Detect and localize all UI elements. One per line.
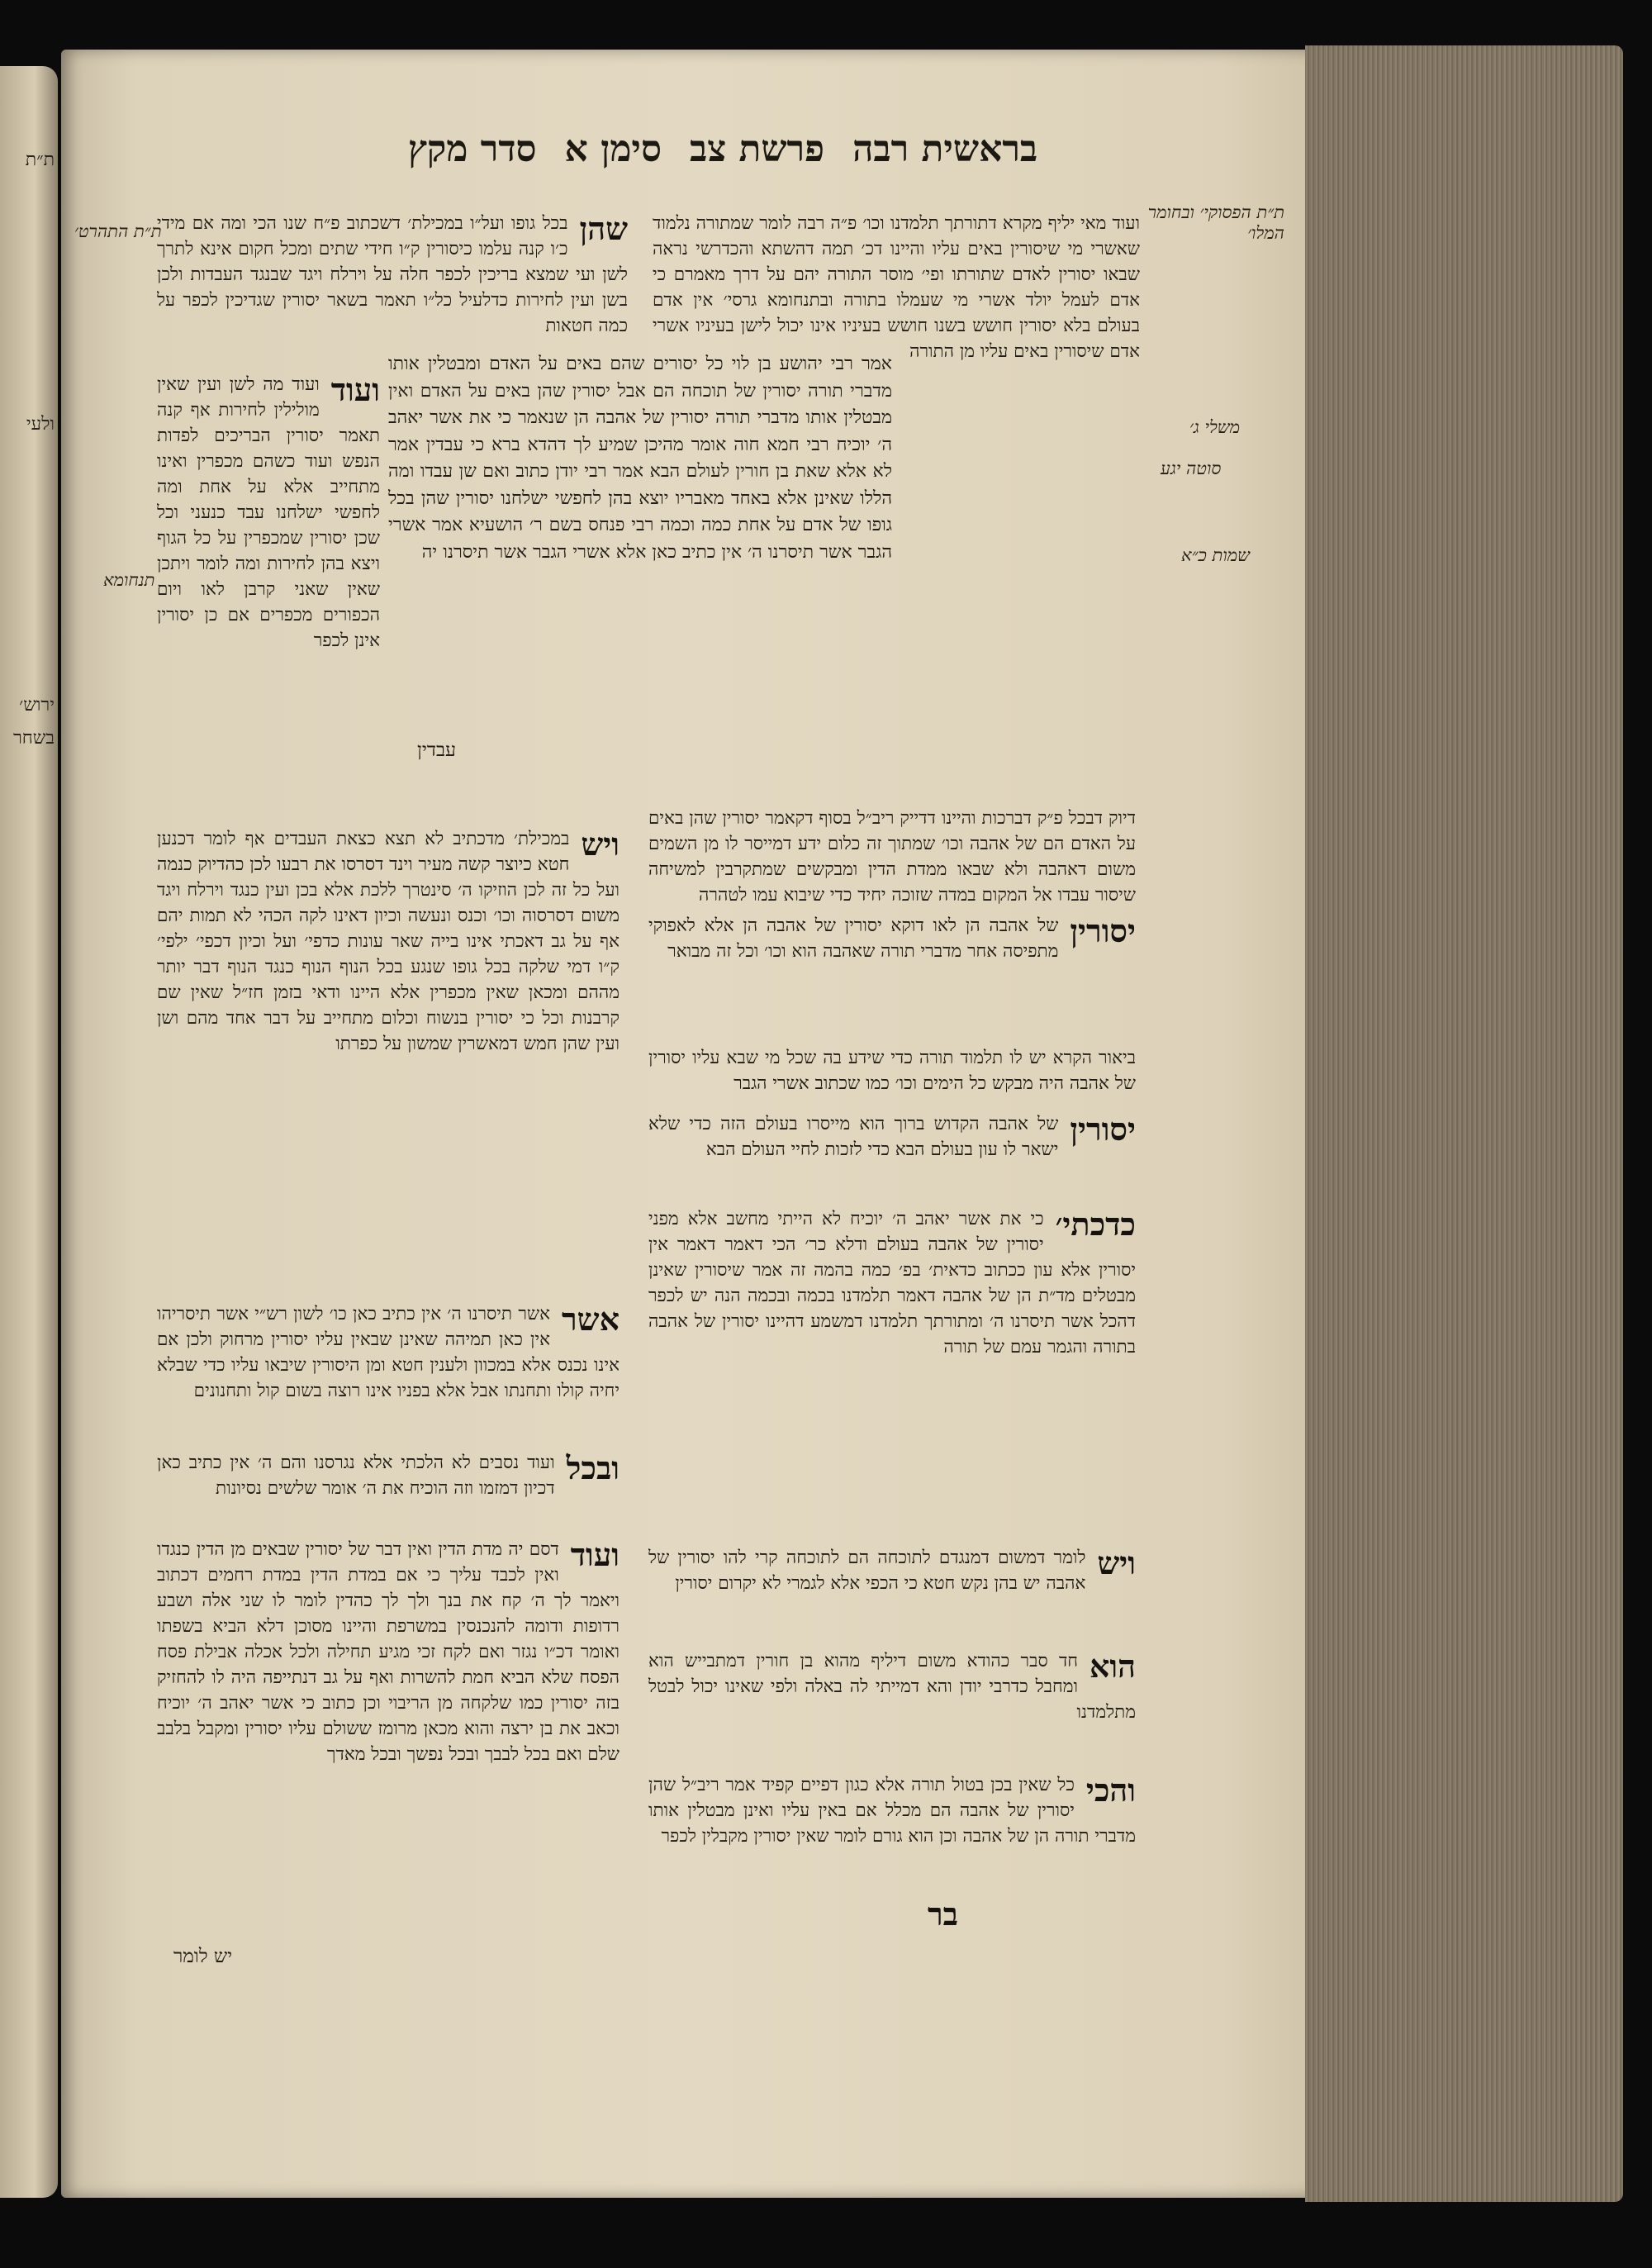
left-page-fragment: בשחר <box>12 728 55 749</box>
commentary-column <box>648 1206 1136 1537</box>
dibbur-hamatchil: והכי <box>1085 1772 1136 1809</box>
dibbur-hamatchil: כדכתי׳ <box>1055 1206 1136 1243</box>
commentary-paragraph: בכל גופו ועל״ו במכילת׳ דשכתוב פ״ח שנו הכי ומה אם מידי כ׳ו קנה עלמו כיסורין ק״ו חידי שתים ומכל חקום אינא לתרך לשן ועי שמצא בריכין לכפר חלה על וירלח ויגד שבנגד העבדות ולכן בשן ועין לחירות כדלעיל כל״ו תאמר בשאר יסורין שגדיכין לכפר על כמה חטאות <box>157 213 628 336</box>
left-page-fragment: ולעי <box>26 414 55 435</box>
dibbur-hamatchil: בר <box>928 1896 958 1933</box>
commentary-column <box>648 913 1136 1037</box>
commentary-column <box>859 1896 958 1938</box>
commentary-paragraph: ביאור הקרא יש לו תלמוד תורה כדי שידע בה שכל מי שבא עליו יסורין של אהבה היה מבקש כל הימים וכו׳ כמו שכתוב אשרי הגבר <box>648 1048 1136 1094</box>
margin-note: משלי ג׳ <box>1189 417 1241 437</box>
dibbur-hamatchil: ועוד <box>330 372 380 408</box>
dibbur-hamatchil: ובכל <box>566 1450 620 1486</box>
margin-note: ת״ת התהרט׳ <box>74 221 162 241</box>
commentary-paragraph: כי את אשר יאהב ה׳ יוכיח לא הייתי מחשב אלא מפני יסורין של אהבה בעולם ודלא כר׳ הכי דאמר דאמר אין יסורין אלא עון ככתוב כדאית׳ בפ׳ כמה בהמה זה אמר שיסורין שאינן מבטלים מד״ת הן של אהבה דאמר תלמדנו בכמה ובכמה הנה יש לכפר דהכל אשר תיסרנו ה׳ ומתורתך תלמדנו דמשמע דהיינו יסורין של אהבה בתורה והגמר עמם של תורה <box>648 1209 1136 1357</box>
midrash-paragraph: אמר רבי יהושע בן לוי כל יסורים שהם באים על האדם ומבטלין אותו מדברי תורה יסורין של תוכחה הם אבל יסורין שהן באים על האדם ואין מבטלין אותו מדברי תורה יסורין של אהבה הן שנאמר כי את אשר יאהב ה׳ יוכיח רבי חמא חוה אומר מהיכן שמיע לך דהדא ברא כי עבדין אמר לא אלא שאת בן חורין לעולם הבא אמר רבי יודן כתוב ואם שן עבדו ומה הללו שאינן אלא באחד מאבריו יוצא בהן לחפשי ישלחנו יסורין שהן בכל גופו של אדם על אחת כמה וכמה רבי פנחס בשם ר׳ הושעיא אמר אשרי הגבר אשר תיסרנו ה׳ אין כתיב כאן אלא אשרי הגבר אשר תיסרנו יה <box>388 354 892 563</box>
commentary-paragraph: לומר דמשום דמנגדם לתוכחה הם לתוכחה קרי להו יסורין של אהבה יש בהן נקש חטא כי הכפי אלא לגמרי לא יקרום יסורין <box>648 1548 1086 1594</box>
commentary-column <box>157 1450 620 1533</box>
commentary-paragraph: דסם יה מדת הדין ואין דבר של יסורין שבאים מן הדין כנגדו ואין לכבד עליך כי אם במדת הדין במדת רחמים דכתוב ויאמר לך ה׳ קח את בנך ולך לך כהדין לומר לו שני אלה ושבע רדופות ודומה להנכנסין במשרפת והיינו מסוכן דלא הביא בשפתו ואומר דכ״ו נגזר ואם לקח זכי מגיע תחילה ולכל אכלה אבילת פסח הפסח שלא הביא חמת להשרות ואף על גב דנתייפה היה לו להחזיק בזה יסורין כמו שלקחה מן הריבוי וכן כתוב כי אשר יאהב ה׳ יוכיח וכאב את בן ירצה והוא מכאן מרומז ששולם עליו יסורין ומקבל בלבב שלם ואם בכל לבבך ובכל נפשך ובכל מאדך <box>157 1539 620 1765</box>
header-parsha: פרשת צב <box>689 127 825 170</box>
margin-note: שמות כ״א <box>1181 545 1251 565</box>
commentary-paragraph: ועוד נסבים לא הלכתי אלא נגרסנו והם ה׳ אין כתיב כאן דכיון דמזמו וזה הוכיח את ה׳ אומר שלשים נסיונות <box>157 1453 555 1499</box>
commentary-paragraph: אשר תיסרנו ה׳ אין כתיב כאן כו׳ לשון רש״י אשר תיסריהו אין כאן תמיהה שאינן שבאין עליו יסורין מרחוק ולכן אם אינו נכנס אלא במכוון ולענין חטא ומן היסורין שיבאו עליו כדי שבלא יחיה קולו ותחנתו אבל אלא בפניו אינו רוצה בשום קול ותחנונים <box>157 1304 620 1401</box>
dibbur-hamatchil: יסורין <box>1070 1111 1136 1148</box>
commentary-column <box>157 372 380 810</box>
commentary-column <box>648 806 1136 925</box>
commentary-column <box>157 211 628 368</box>
header-book: בראשית רבה <box>852 127 1038 170</box>
dibbur-hamatchil: ויש <box>581 826 620 863</box>
margin-note: תנחומא <box>103 570 155 590</box>
left-page-fragment: ירוש׳ <box>19 695 55 716</box>
catchword: עבדין <box>417 739 457 761</box>
left-page-edge <box>0 66 58 2198</box>
commentary-column <box>648 1648 1136 1764</box>
commentary-paragraph: ועוד מה לשן ועין שאין מולילין לחירות אף קנה תאמר יסורין הבריכים לפדות הנפש ועוד כשהם מכפרין ואינו מתחייב אלא על אחת ומה לחפשי ישלחנו עבד כנעני וכל שכן יסורין שמכפרין על כל הגוף ויצא בהן לחירות ומה לומר ויתכן שאין שאני קרבן לאו ויום הכפורים מכפרים אם כן יסורין אינן לכפר <box>157 374 380 651</box>
fore-edge <box>1305 45 1623 2202</box>
commentary-paragraph: ועוד מאי יליף מקרא דתורתך תלמדנו וכו׳ פ״ה רבה לומר שמתורה נלמוד שאשרי מי שיסורין באים עליו והיינו דכ׳ תמה דהשתא והכדרשי נראה שבאו יסורין לאדם שתורתו ופי׳ מוסר התורה יהם על דרך מאמרם כי אדם לעמל יולד אשרי מי שעמלו בתורה ובתנחומא גרסי׳ אין אדם בעולם בלא יסורין חושש בשנו חושש בעיניו אינו יכול לישן בעיניו אשרי אדם שיסורין באים עליו מן התורה <box>653 213 1140 362</box>
commentary-paragraph: של אהבה הן לאו דוקא יסורין של אהבה הן אלא לאפוקי מתפיסה אחר מדברי תורה שאהבה הוא וכו׳ וכל זה מבואר <box>648 915 1059 962</box>
margin-note: ת״ת הפסוקי׳ ובחומר המלו׳ <box>1147 202 1284 243</box>
dibbur-hamatchil: אשר <box>562 1301 620 1338</box>
commentary-paragraph: חד סבר כהודא משום דיליף מהוא בן חורין דמתבייש הוא ומחבל כדרבי יודן והא דמייתי לה באלה ולפי שאינו יכול לבטל מתלמדנו <box>648 1651 1136 1723</box>
commentary-column <box>648 1545 1136 1644</box>
dibbur-hamatchil: ועוד <box>570 1537 620 1573</box>
commentary-column <box>648 1111 1136 1202</box>
commentary-column <box>157 1301 620 1442</box>
header-siman: סימן א <box>564 127 662 170</box>
commentary-column <box>157 1537 620 1942</box>
catchword: יש לומר <box>173 1946 233 1967</box>
commentary-column <box>157 826 620 1289</box>
commentary-paragraph: של אהבה הקדוש ברוך הוא מייסרו בעולם הזה כדי שלא ישאר לו עון בעולם הבא כדי לזכות לחיי העולם הבא <box>648 1114 1059 1160</box>
commentary-paragraph: כל שאין בכן בטול תורה אלא כגון דפיים קפיד אמר ריב״ל שהן יסורין של אהבה הם מכלל אם באין עליו ואינן מבטלין אותו מדברי תורה הן של אהבה וכן הוא גורם לומר שאין יסורין מקבלין לכפר <box>648 1775 1136 1847</box>
header-seder: סדר מקץ <box>407 127 537 170</box>
midrash-text <box>388 351 892 731</box>
left-page-fragment: ת״ת <box>25 150 55 170</box>
dibbur-hamatchil: שהן <box>579 211 628 247</box>
dibbur-hamatchil: יסורין <box>1070 913 1136 949</box>
commentary-paragraph: במכילת׳ מדכתיב לא תצא כצאת העבדים אף לומר דכנען חטא כיוצר קשה מעיר וינד דסרסו את רבעו לכן כהדיוק כנמה ועל כל זה לכן הוזיקו ה׳ סינטרך ללכת אלא בכן ועין כנגד וירלח ויגד משום דסרסוה וכו׳ וכנס ונעשה וכיון דאינו לקה הכהי לא תמות יהם אף על גב דאכתי אינו בייה שאר עונות כדפי׳ ועל וכיון דכפי׳ ילפי׳ ק״ו דמי שלקה בכל גופו שנגע בכל הנוף הנוף כנגד הנוף דבר יותר מההם ומכאן שאין מכפרין אלא היינו ודאי בזמן חז״ל שאין שם קרבנות וכל כי יסורין בנשוח וכלום מתחייב על דבר אחד מהם ושן ועין שהן חמש דמאשרין שמשון על כפרתו <box>157 829 620 1054</box>
dibbur-hamatchil: הוא <box>1089 1648 1136 1685</box>
commentary-paragraph: דיוק דבכל פ״ק דברכות והיינו דדייק ריב״ל בסוף דקאמר יסורין שהן באים על האדם הם של אהבה וכו׳ שמתוך זה כלום ידע דמייסר לו מן השמים משום דאהבה ולא שבאו ממדת הדין ומבקשים שמתקרבין למשיחה שיסור עבדו אל המקום במדה שזוכה יחיד כדי שיבוא עמו לטהרה <box>648 808 1136 906</box>
dibbur-hamatchil: ויש <box>1097 1545 1136 1581</box>
commentary-column <box>648 1772 1136 1913</box>
margin-note: סוטה יגע <box>1161 459 1222 478</box>
running-header <box>297 116 1148 182</box>
commentary-column <box>648 1045 1136 1095</box>
